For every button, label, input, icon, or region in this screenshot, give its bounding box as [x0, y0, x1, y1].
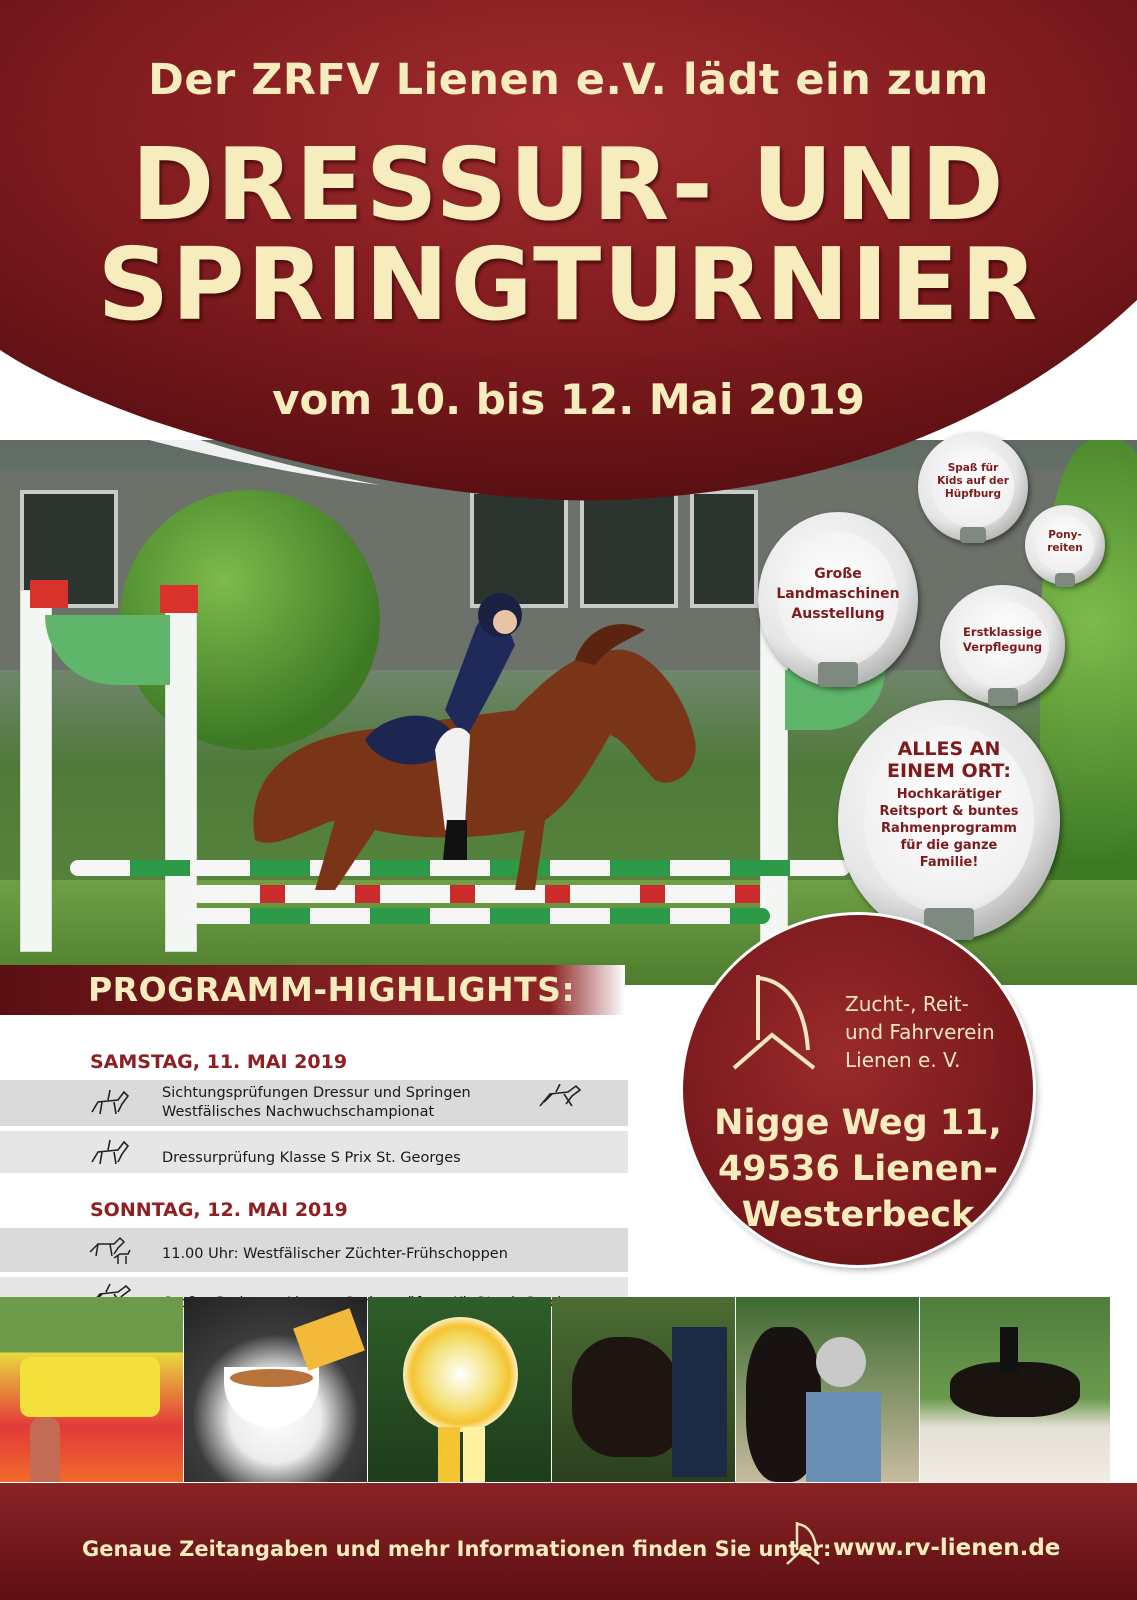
- coffee-cake-photo: [184, 1297, 367, 1482]
- rosette-photo: [368, 1297, 551, 1482]
- horseshoe-all-line: Rahmenprogramm: [881, 821, 1017, 836]
- mare-and-foal-icon: [88, 1236, 132, 1266]
- club-name-line: und Fahrverein: [845, 1020, 995, 1044]
- horseshoe-kids: [918, 432, 1028, 542]
- footer-info-text: Genaue Zeitangaben und mehr Informationen finden Sie unter:: [82, 1537, 832, 1561]
- horseshoe-pony-line: reiten: [1047, 542, 1083, 554]
- photo-flag: [30, 580, 68, 608]
- program-item: Dressurprüfung Klasse S Prix St. Georges: [162, 1150, 461, 1166]
- intro-text: Der ZRFV Lienen e.V. lädt ein zum: [148, 55, 989, 105]
- horseshoe-all-in-one: [838, 700, 1060, 940]
- dressage-photo: [920, 1297, 1110, 1482]
- address-line: 49536 Lienen-: [717, 1149, 999, 1189]
- photo-fence-post: [20, 590, 52, 952]
- horseshoe-machines-line: Landmaschinen: [776, 586, 900, 602]
- venue-address: [683, 1100, 1033, 1238]
- horseshoe-all-heading: EINEM ORT:: [887, 760, 1011, 782]
- program-item: [162, 1084, 471, 1122]
- horseshoe-kids-line: Kids auf der: [937, 475, 1009, 487]
- club-logo-icon: [730, 970, 820, 1085]
- horse-and-rider-image: [215, 590, 715, 910]
- sunday-heading: SONNTAG, 12. MAI 2019: [90, 1199, 348, 1221]
- club-name-line: Zucht-, Reit-: [845, 992, 969, 1016]
- horseshoe-machines-line: Große: [814, 566, 862, 582]
- club-logo-small-icon: [785, 1520, 821, 1570]
- program-item: 11.00 Uhr: Westfälischer Züchter-Frühschoppen: [162, 1246, 508, 1262]
- address-line: Westerbeck: [741, 1195, 975, 1235]
- horseshoe-food-line: Verpflegung: [962, 640, 1043, 654]
- child-with-pony-photo: [736, 1297, 919, 1482]
- website-link[interactable]: www.rv-lienen.de: [833, 1535, 1061, 1561]
- horseshoe-machines: [758, 512, 918, 687]
- program-item-line: Sichtungsprüfungen Dressur und Springen: [162, 1085, 471, 1101]
- bouncy-castle-photo: [0, 1297, 183, 1482]
- event-title-line1: DRESSUR- UND: [131, 126, 1006, 243]
- program-title: PROGRAMM-HIGHLIGHTS:: [88, 970, 576, 1009]
- program-item-line: Westfälisches Nachwuchschampionat: [162, 1104, 435, 1120]
- horseshoe-food: [940, 585, 1065, 705]
- horseshoe-food-line: Erstklassige: [963, 625, 1042, 639]
- saturday-heading: SAMSTAG, 11. MAI 2019: [90, 1051, 348, 1073]
- dressage-horse-icon: [88, 1138, 132, 1168]
- horseshoe-pony: [1025, 505, 1105, 585]
- horseshoe-pony-line: Pony-: [1048, 529, 1082, 541]
- horseshoe-machines-line: Ausstellung: [791, 606, 885, 622]
- horseshoe-all-line: für die ganze: [900, 838, 998, 853]
- horseshoe-all-line: Reitsport & buntes: [879, 804, 1019, 819]
- horse-with-bridle-photo: [552, 1297, 735, 1482]
- photo-fence-panel: [45, 615, 170, 685]
- address-line: Nigge Weg 11,: [714, 1103, 1002, 1143]
- horseshoe-all-heading: ALLES AN: [897, 738, 1001, 760]
- horseshoe-all-line: Hochkarätiger: [896, 787, 1002, 802]
- dressage-horse-icon: [88, 1088, 132, 1118]
- jumping-horse-icon: [538, 1084, 582, 1114]
- photo-flag: [160, 585, 198, 613]
- horseshoe-kids-line: Hüpfburg: [944, 488, 1002, 500]
- horseshoe-all-line: Familie!: [919, 855, 979, 870]
- club-name: [845, 990, 995, 1074]
- event-title-line2: SPRINGTURNIER: [97, 226, 1040, 343]
- photo-pole: [190, 908, 770, 924]
- event-dates: vom 10. bis 12. Mai 2019: [272, 375, 865, 424]
- club-name-line: Lienen e. V.: [845, 1048, 961, 1072]
- horseshoe-kids-line: Spaß für: [947, 462, 999, 474]
